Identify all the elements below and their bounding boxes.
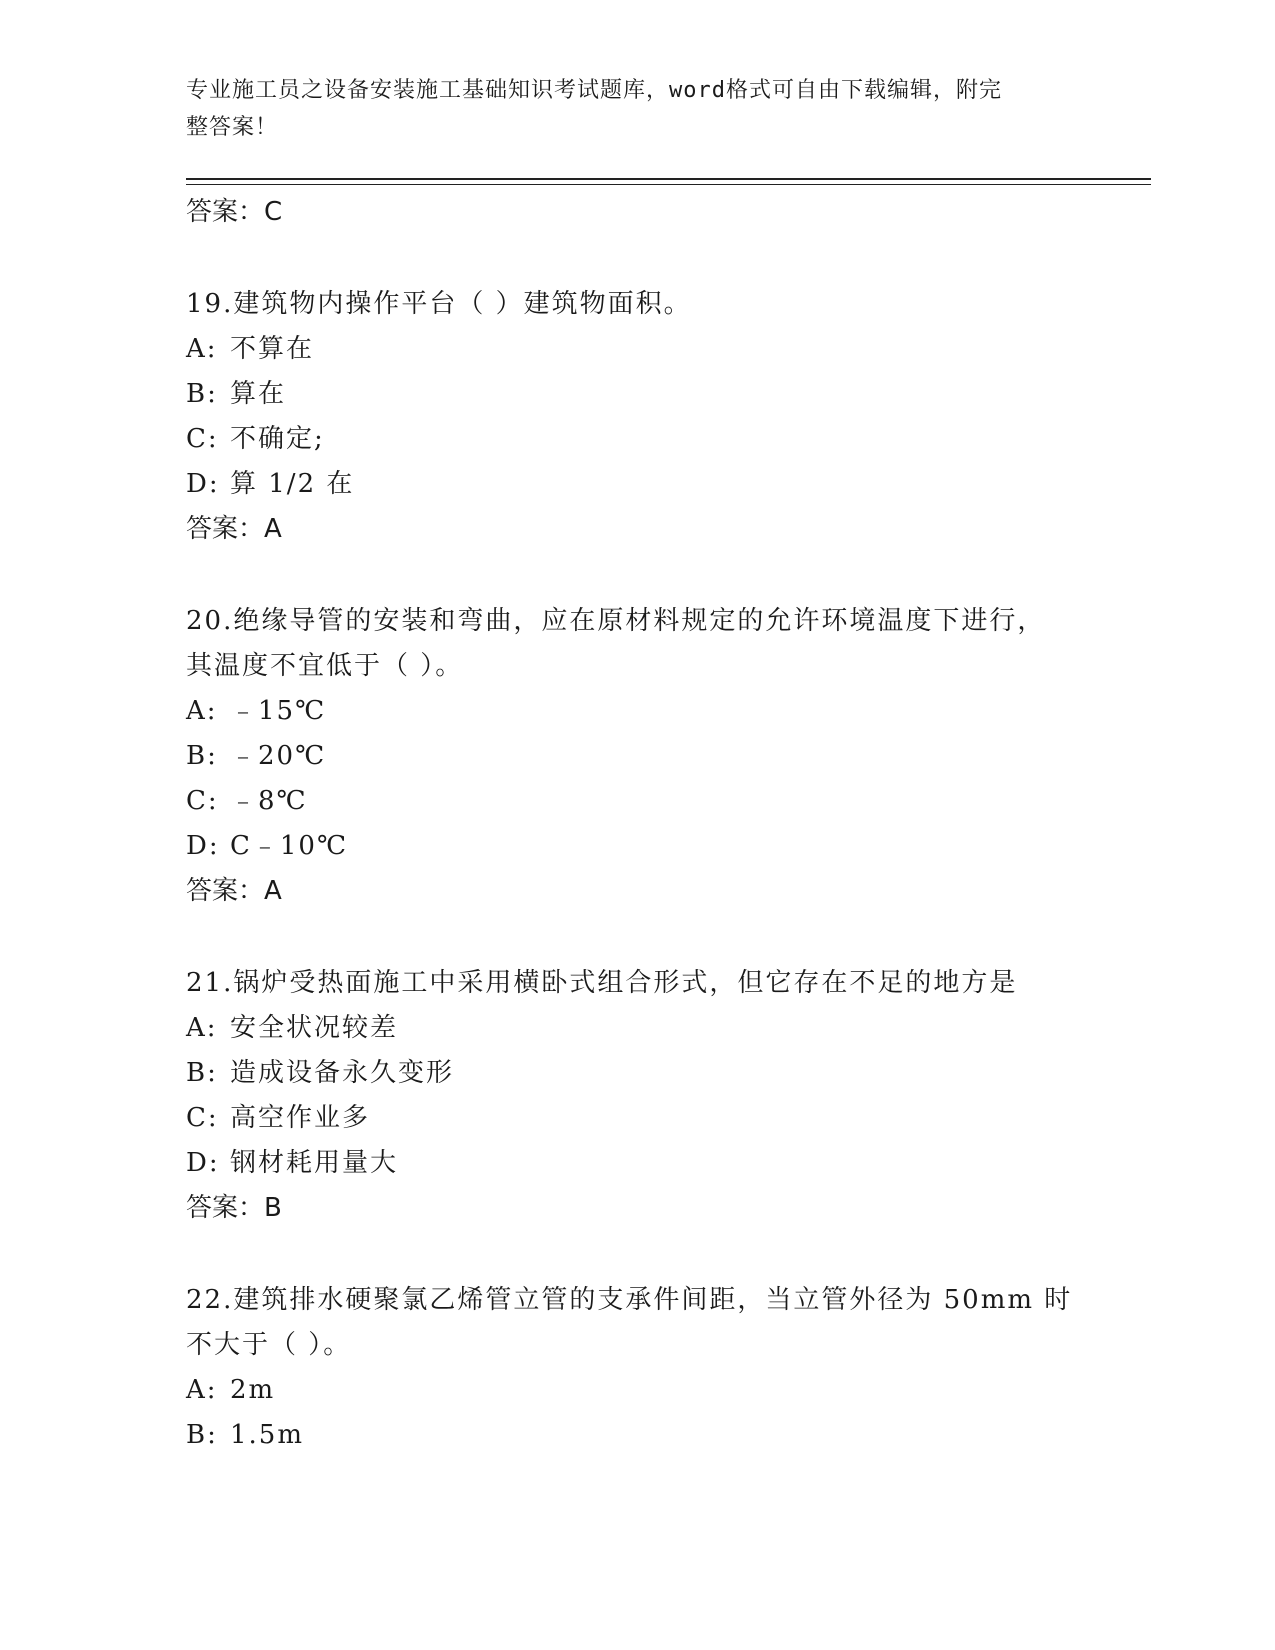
option-text: 高空作业多	[230, 1103, 371, 1133]
option-letter: D:	[186, 469, 220, 499]
option-a	[186, 1006, 1086, 1051]
option-letter: A:	[186, 334, 218, 364]
answer: 答案：A	[186, 876, 282, 906]
question-stem-continued: 其温度不宜低于（ ）。	[186, 651, 464, 681]
option-b	[186, 1413, 1086, 1458]
option-letter: C:	[186, 424, 219, 454]
option-letter: B:	[186, 1058, 218, 1088]
option-text: 2m	[230, 1375, 276, 1405]
header-divider-thin	[186, 184, 1151, 185]
option-letter: D:	[186, 831, 220, 861]
option-text: ﹣8℃	[230, 786, 308, 816]
option-text: 安全状况较差	[230, 1013, 399, 1043]
question-stem: 20.绝缘导管的安装和弯曲，应在原材料规定的允许环境温度下进行，	[186, 606, 1046, 636]
option-letter: C:	[186, 786, 219, 816]
option-c	[186, 417, 1086, 462]
option-text: ﹣15℃	[230, 696, 327, 726]
option-letter: A:	[186, 1375, 218, 1405]
option-text: 1.5m	[230, 1420, 305, 1450]
question-21	[186, 961, 1086, 1230]
question-22	[186, 1278, 1086, 1458]
question-20	[186, 599, 1086, 913]
question-19	[186, 282, 1086, 551]
option-text: 不确定;	[230, 424, 325, 454]
question-stem-continued: 不大于（ ）。	[186, 1330, 352, 1360]
question-stem: 19.建筑物内操作平台（ ）建筑物面积。	[186, 289, 692, 319]
option-d	[186, 462, 1086, 507]
header-divider-thick	[186, 178, 1151, 180]
option-d	[186, 824, 1086, 869]
option-text: 造成设备永久变形	[230, 1058, 455, 1088]
answer: 答案：B	[186, 1193, 282, 1223]
option-text: 算 1/2 在	[230, 469, 355, 499]
option-text: ﹣20℃	[230, 741, 327, 771]
option-letter: D:	[186, 1148, 220, 1178]
option-b	[186, 1051, 1086, 1096]
option-letter: A:	[186, 696, 218, 726]
option-text: 钢材耗用量大	[230, 1148, 399, 1178]
option-text: 不算在	[230, 334, 315, 364]
option-c	[186, 779, 1086, 824]
option-letter: B:	[186, 741, 218, 771]
question-stem: 22.建筑排水硬聚氯乙烯管立管的支承件间距，当立管外径为 50mm 时	[186, 1285, 1073, 1315]
document-header	[186, 72, 1066, 146]
option-b	[186, 734, 1086, 779]
previous-answer: 答案：C	[186, 197, 283, 227]
option-a	[186, 1368, 1086, 1413]
option-a	[186, 327, 1086, 372]
option-text: 算在	[230, 379, 287, 409]
question-list	[186, 190, 1086, 1458]
option-c	[186, 1096, 1086, 1141]
option-letter: A:	[186, 1013, 218, 1043]
option-a	[186, 689, 1086, 734]
header-line-2: 整答案！	[186, 115, 279, 140]
option-letter: B:	[186, 379, 218, 409]
option-d	[186, 1141, 1086, 1186]
answer: 答案：A	[186, 514, 282, 544]
option-letter: C:	[186, 1103, 219, 1133]
header-line-1: 专业施工员之设备安装施工基础知识考试题库，word格式可自由下载编辑，附完	[186, 78, 1002, 103]
option-b	[186, 372, 1086, 417]
question-stem: 21.锅炉受热面施工中采用横卧式组合形式，但它存在不足的地方是	[186, 968, 1018, 998]
option-text: C﹣10℃	[230, 831, 349, 861]
option-letter: B:	[186, 1420, 218, 1450]
